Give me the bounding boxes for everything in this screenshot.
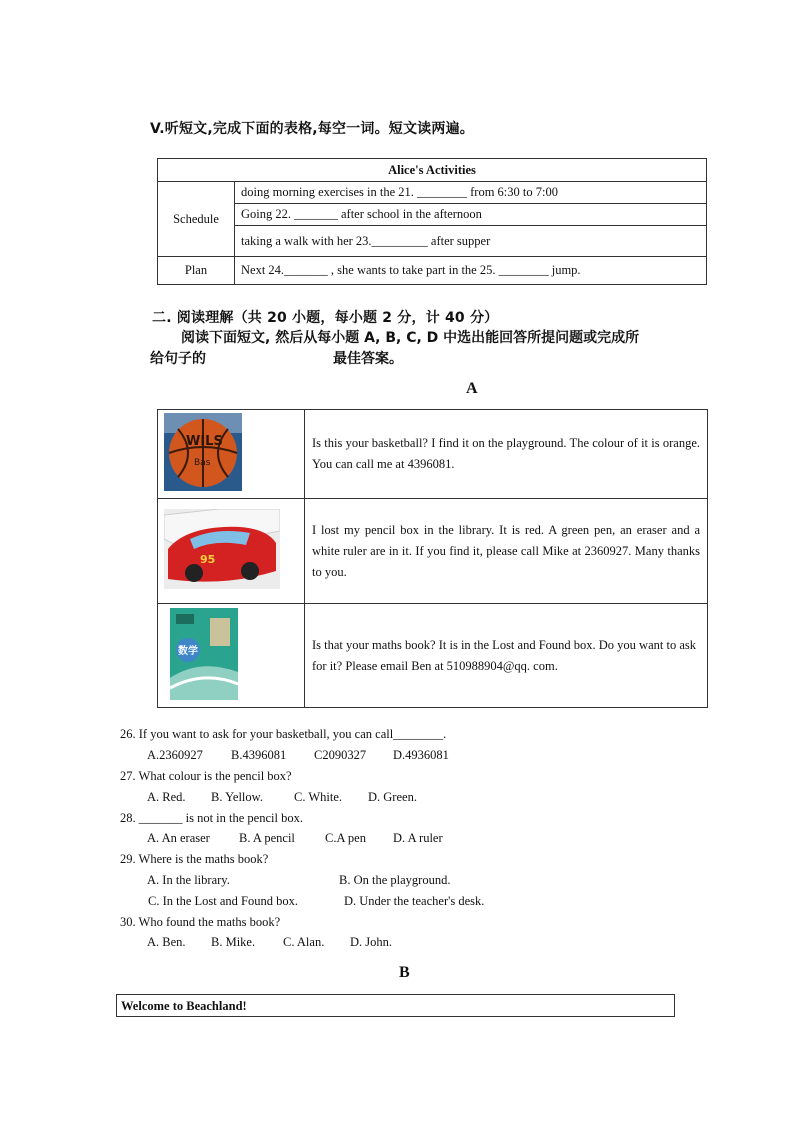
ad-3-text-cell: [305, 604, 708, 708]
plan-row: Next 24._______ , she wants to take part in the 25. ________ jump.: [235, 257, 707, 285]
svg-text:95: 95: [200, 553, 216, 566]
q28-option-a: A. An eraser: [147, 831, 210, 845]
schedule-label: Schedule: [158, 182, 235, 257]
q29-option-a: A. In the library.: [147, 873, 230, 887]
q30-option-b: B. Mike.: [211, 935, 256, 949]
maths-book-image: [170, 608, 238, 700]
section-5-title: V.听短文,完成下面的表格,每空一词。短文读两遍。: [150, 121, 474, 137]
instruction-line-2a: 给句子的: [150, 351, 206, 367]
q27-option-a: A. Red.: [147, 790, 186, 804]
instruction-line-2b: 最佳答案。: [333, 351, 403, 367]
plan-label: Plan: [158, 257, 235, 285]
q29-option-b: B. On the playground.: [339, 873, 451, 887]
q30-option-d: D. John.: [350, 935, 393, 949]
table-header: Alice's Activities: [158, 159, 707, 182]
q29-option-c: C. In the Lost and Found box.: [148, 894, 298, 908]
ad-3-text-line-2: for it? Please email Ben at 510988904@qq. com.: [312, 658, 558, 673]
q30-option-a: A. Ben.: [147, 935, 186, 949]
q26-option-a: A.2360927: [147, 748, 203, 762]
ad-1-text: Is this your basketball? I find it on the playground. The colour of it is orange. You can call me at 4396081.: [305, 410, 708, 499]
lost-found-ads-table: [157, 409, 708, 708]
q30-option-c: C. Alan.: [283, 935, 325, 949]
svg-text:WILS: WILS: [186, 434, 223, 449]
schedule-row-2: Going 22. _______ after school in the afternoon: [235, 204, 707, 226]
q28-option-d: D. A ruler: [393, 831, 443, 845]
q29-option-d: D. Under the teacher's desk.: [344, 894, 485, 908]
book-cover-label: 数学: [178, 645, 198, 657]
q27-option-d: D. Green.: [368, 790, 417, 804]
question-28: 28. _______ is not in the pencil box.: [120, 811, 303, 825]
q26-option-b: B.4396081: [231, 748, 287, 762]
q28-option-b: B. A pencil: [239, 831, 295, 845]
q27-option-b: B. Yellow.: [211, 790, 263, 804]
ad-1-image-cell: [158, 410, 305, 499]
section-2-title: 二. 阅读理解（共 20 小题，每小题 2 分，计 40 分）: [152, 310, 499, 326]
svg-text:Bas: Bas: [194, 458, 211, 468]
q26-option-c: C2090327: [314, 748, 367, 762]
question-27: 27. What colour is the pencil box?: [120, 769, 292, 783]
passage-b-heading: B: [399, 964, 410, 981]
q28-option-c: C.A pen: [325, 831, 366, 845]
q27-option-c: C. White.: [294, 790, 343, 804]
instruction-line-1: 阅读下面短文, 然后从每小题 A, B, C, D 中选出能回答所提问题或完成所: [181, 330, 640, 346]
question-29: 29. Where is the maths book?: [120, 852, 269, 866]
welcome-box: Welcome to Beachland!: [116, 994, 675, 1017]
schedule-row-3: taking a walk with her 23._________ after supper: [235, 226, 707, 257]
ad-2-image-cell: [158, 499, 305, 604]
ad-2-text: I lost my pencil box in the library. It is red. A green pen, an eraser and a white ruler are in it. If you find it, please call Mike at 2360927. Many thanks to you.: [305, 499, 708, 604]
alice-activities-table: [157, 158, 707, 285]
passage-a-heading: A: [466, 380, 478, 397]
question-26: 26. If you want to ask for your basketball, you can call________.: [120, 727, 447, 741]
q26-option-d: D.4936081: [393, 748, 449, 762]
question-30: 30. Who found the maths book?: [120, 915, 281, 929]
ad-3-image-cell: [158, 604, 305, 708]
schedule-row-1: doing morning exercises in the 21. ________ from 6:30 to 7:00: [235, 182, 707, 204]
ad-3-text-line-1: Is that your maths book? It is in the Lost and Found box. Do you want to ask: [312, 637, 696, 652]
basketball-image: [164, 413, 242, 491]
pencil-box-image: [164, 509, 280, 589]
